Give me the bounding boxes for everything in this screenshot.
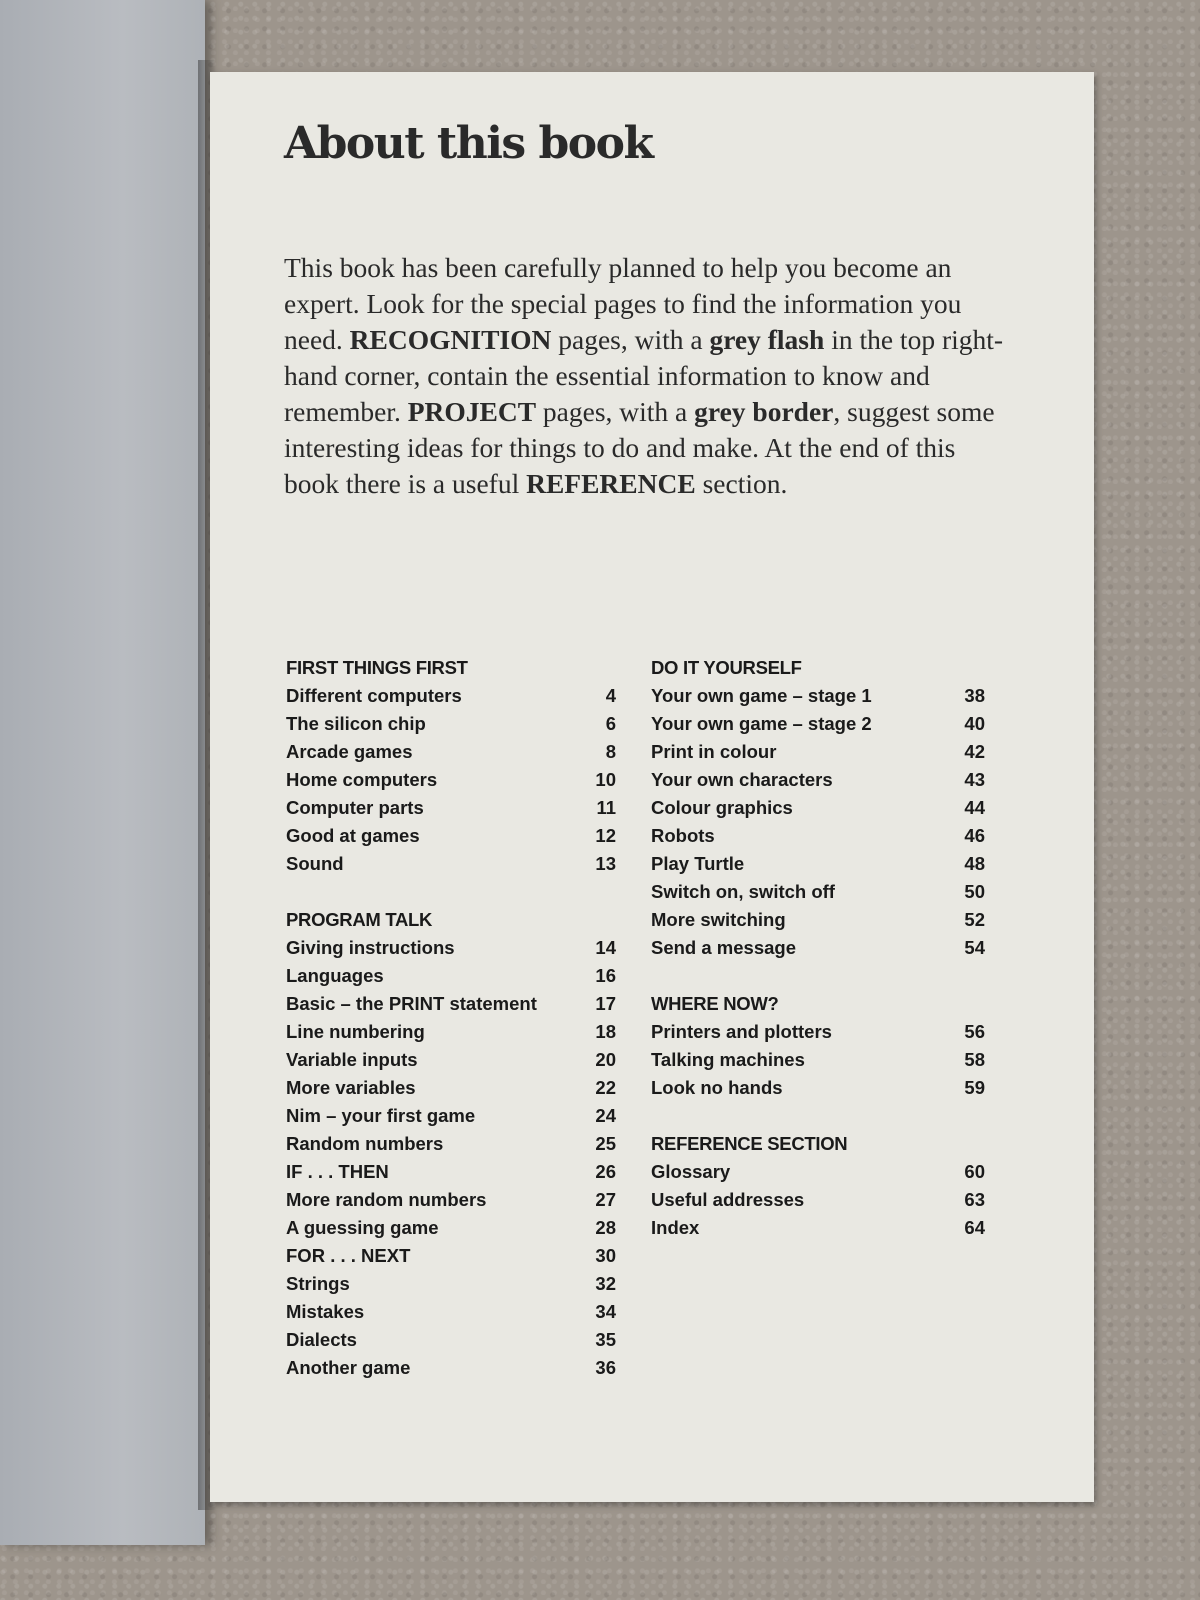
toc-entry-page-number: 50 bbox=[964, 881, 985, 902]
toc-right-column bbox=[651, 654, 985, 1270]
toc-entry bbox=[286, 1102, 616, 1130]
toc-entry-page-number: 6 bbox=[605, 713, 616, 734]
intro-text: , suggest some interesting ideas for things to do and make. At the end of this book there is a useful bbox=[284, 396, 995, 499]
toc-entry-title: Random numbers bbox=[286, 1133, 444, 1154]
toc-entry bbox=[286, 1270, 616, 1298]
toc-entry-page-number: 35 bbox=[595, 1329, 616, 1350]
toc-entry-title: More switching bbox=[651, 909, 786, 930]
toc-section bbox=[286, 906, 616, 1382]
toc-entry-page-number: 36 bbox=[595, 1357, 616, 1378]
toc-entry-page-number: 59 bbox=[964, 1077, 985, 1098]
toc-entry-page-number: 28 bbox=[595, 1217, 616, 1238]
toc-entry-page-number: 54 bbox=[964, 937, 985, 958]
toc-entry bbox=[286, 1242, 616, 1270]
book-cover-left bbox=[0, 0, 205, 1545]
toc-entry-title: The silicon chip bbox=[286, 713, 426, 734]
intro-text: in the top right-hand corner, contain the essential information to know and remember. bbox=[284, 324, 1004, 427]
toc-entry-page-number: 11 bbox=[596, 797, 616, 818]
toc-entry-page-number: 46 bbox=[964, 825, 985, 846]
toc-entry-title: More random numbers bbox=[286, 1189, 487, 1210]
toc-entry-title: A guessing game bbox=[286, 1217, 439, 1238]
toc-entry bbox=[286, 850, 616, 878]
toc-entry-page-number: 44 bbox=[964, 797, 985, 818]
toc-entry-page-number: 56 bbox=[964, 1021, 985, 1042]
intro-bold-grey-flash: grey flash bbox=[709, 324, 825, 355]
toc-section-heading: PROGRAM TALK bbox=[286, 909, 433, 930]
toc-entry-title: Strings bbox=[286, 1273, 350, 1294]
toc-entry-title: Robots bbox=[651, 825, 715, 846]
toc-entry bbox=[286, 1158, 616, 1186]
toc-entry bbox=[286, 710, 616, 738]
toc-entry-page-number: 16 bbox=[595, 965, 616, 986]
toc-section-heading: WHERE NOW? bbox=[651, 993, 779, 1014]
toc-entry-title: Basic – the PRINT statement bbox=[286, 993, 537, 1014]
toc-entry bbox=[651, 682, 985, 710]
intro-text: pages, with a bbox=[536, 396, 695, 427]
toc-entry bbox=[286, 1326, 616, 1354]
toc-entry-title: Useful addresses bbox=[651, 1189, 805, 1210]
toc-entry-title: Printers and plotters bbox=[651, 1021, 832, 1042]
toc-entry-page-number: 4 bbox=[605, 685, 616, 706]
toc-entry bbox=[286, 794, 616, 822]
toc-section-heading: REFERENCE SECTION bbox=[651, 1133, 848, 1154]
toc-entry-title: Different computers bbox=[286, 685, 462, 706]
toc-entry-page-number: 32 bbox=[595, 1273, 616, 1294]
toc-entry-page-number: 30 bbox=[595, 1245, 616, 1266]
toc-entry-page-number: 24 bbox=[595, 1105, 616, 1126]
toc-entry bbox=[286, 822, 616, 850]
toc-section-heading: FIRST THINGS FIRST bbox=[286, 657, 468, 678]
intro-bold-grey-border: grey border bbox=[694, 396, 834, 427]
toc-entry bbox=[286, 1186, 616, 1214]
toc-section bbox=[286, 654, 616, 878]
toc-entry bbox=[651, 934, 985, 962]
toc-section bbox=[651, 990, 985, 1102]
toc-entry-page-number: 48 bbox=[964, 853, 985, 874]
toc-entry-title: Line numbering bbox=[286, 1021, 425, 1042]
toc-entry bbox=[286, 1298, 616, 1326]
toc-entry-page-number: 13 bbox=[595, 853, 616, 874]
toc-entry bbox=[286, 1046, 616, 1074]
toc-entry bbox=[651, 850, 985, 878]
toc-entry bbox=[286, 1214, 616, 1242]
toc-entry-title: Mistakes bbox=[286, 1301, 365, 1322]
page-title: About this book bbox=[284, 118, 653, 169]
toc-entry-page-number: 42 bbox=[964, 741, 985, 762]
toc-section bbox=[651, 1130, 985, 1242]
toc-entry-page-number: 17 bbox=[595, 993, 616, 1014]
toc-entry-title: Index bbox=[651, 1217, 700, 1238]
toc-entry bbox=[651, 906, 985, 934]
toc-entry-title: Your own game – stage 1 bbox=[651, 685, 872, 706]
toc-entry-title: Look no hands bbox=[651, 1077, 783, 1098]
intro-paragraph bbox=[284, 250, 1004, 502]
toc-entry-page-number: 22 bbox=[595, 1077, 616, 1098]
toc-entry-title: IF . . . THEN bbox=[286, 1161, 389, 1182]
toc-entry-title: Home computers bbox=[286, 769, 438, 790]
toc-entry-title: Dialects bbox=[286, 1329, 357, 1350]
toc-entry bbox=[651, 738, 985, 766]
toc-section bbox=[651, 654, 985, 962]
toc-entry-page-number: 58 bbox=[964, 1049, 985, 1070]
toc-entry-page-number: 43 bbox=[964, 769, 985, 790]
toc-entry-title: Good at games bbox=[286, 825, 420, 846]
toc-entry-page-number: 10 bbox=[595, 769, 616, 790]
toc-left-column bbox=[286, 654, 616, 1410]
toc-entry-page-number: 52 bbox=[964, 909, 985, 930]
toc-entry bbox=[651, 1158, 985, 1186]
toc-entry-page-number: 38 bbox=[964, 685, 985, 706]
toc-entry-page-number: 34 bbox=[595, 1301, 616, 1322]
toc-entry-title: Talking machines bbox=[651, 1049, 805, 1070]
toc-entry-title: Glossary bbox=[651, 1161, 731, 1182]
toc-entry-title: Another game bbox=[286, 1357, 411, 1378]
toc-entry bbox=[651, 1214, 985, 1242]
toc-entry bbox=[286, 738, 616, 766]
toc-entry-title: Sound bbox=[286, 853, 344, 874]
toc-entry bbox=[651, 794, 985, 822]
intro-bold-recognition: RECOGNITION bbox=[349, 324, 552, 355]
toc-entry-page-number: 18 bbox=[595, 1021, 616, 1042]
toc-entry-title: Giving instructions bbox=[286, 937, 455, 958]
toc-entry-title: More variables bbox=[286, 1077, 416, 1098]
toc-entry-page-number: 27 bbox=[595, 1189, 616, 1210]
toc-entry-title: FOR . . . NEXT bbox=[286, 1245, 411, 1266]
intro-text: pages, with a bbox=[551, 324, 710, 355]
toc-entry bbox=[286, 1018, 616, 1046]
toc-entry-page-number: 64 bbox=[964, 1217, 985, 1238]
toc-entry bbox=[651, 1074, 985, 1102]
toc-entry-page-number: 60 bbox=[964, 1161, 985, 1182]
toc-entry bbox=[286, 1354, 616, 1382]
toc-entry bbox=[286, 934, 616, 962]
toc-entry bbox=[286, 766, 616, 794]
toc-entry bbox=[651, 878, 985, 906]
toc-entry-page-number: 26 bbox=[595, 1161, 616, 1182]
toc-entry bbox=[651, 710, 985, 738]
toc-entry bbox=[651, 1018, 985, 1046]
toc-entry-page-number: 8 bbox=[605, 741, 616, 762]
toc-entry-title: Colour graphics bbox=[651, 797, 793, 818]
intro-text: section. bbox=[695, 468, 788, 499]
intro-bold-reference: REFERENCE bbox=[526, 468, 696, 499]
toc-entry bbox=[651, 822, 985, 850]
toc-entry-page-number: 14 bbox=[595, 937, 616, 958]
toc-entry bbox=[286, 1074, 616, 1102]
toc-entry-page-number: 40 bbox=[964, 713, 985, 734]
toc-entry-title: Your own characters bbox=[651, 769, 833, 790]
toc-entry bbox=[286, 682, 616, 710]
toc-entry-title: Nim – your first game bbox=[286, 1105, 476, 1126]
toc-section-heading: DO IT YOURSELF bbox=[651, 657, 802, 678]
toc-entry-title: Switch on, switch off bbox=[651, 881, 835, 902]
toc-entry bbox=[651, 1186, 985, 1214]
toc-entry-page-number: 20 bbox=[595, 1049, 616, 1070]
toc-entry-title: Your own game – stage 2 bbox=[651, 713, 872, 734]
toc-entry bbox=[651, 766, 985, 794]
toc-entry bbox=[286, 990, 616, 1018]
toc-entry-title: Languages bbox=[286, 965, 384, 986]
toc-entry-title: Variable inputs bbox=[286, 1049, 418, 1070]
toc-entry bbox=[286, 962, 616, 990]
toc-entry bbox=[286, 1130, 616, 1158]
intro-text: This book has been carefully planned to help you become an expert. Look for the special pages to find the information you need. bbox=[284, 252, 962, 355]
toc-entry bbox=[651, 1046, 985, 1074]
toc-entry-title: Play Turtle bbox=[651, 853, 745, 874]
toc-entry-title: Send a message bbox=[651, 937, 796, 958]
toc-entry-page-number: 63 bbox=[964, 1189, 985, 1210]
toc-entry-title: Computer parts bbox=[286, 797, 424, 818]
book-page bbox=[210, 72, 1094, 1502]
toc-entry-page-number: 25 bbox=[595, 1133, 616, 1154]
intro-bold-project: PROJECT bbox=[407, 396, 537, 427]
toc-entry-title: Arcade games bbox=[286, 741, 413, 762]
toc-entry-title: Print in colour bbox=[651, 741, 777, 762]
toc-entry-page-number: 12 bbox=[595, 825, 616, 846]
